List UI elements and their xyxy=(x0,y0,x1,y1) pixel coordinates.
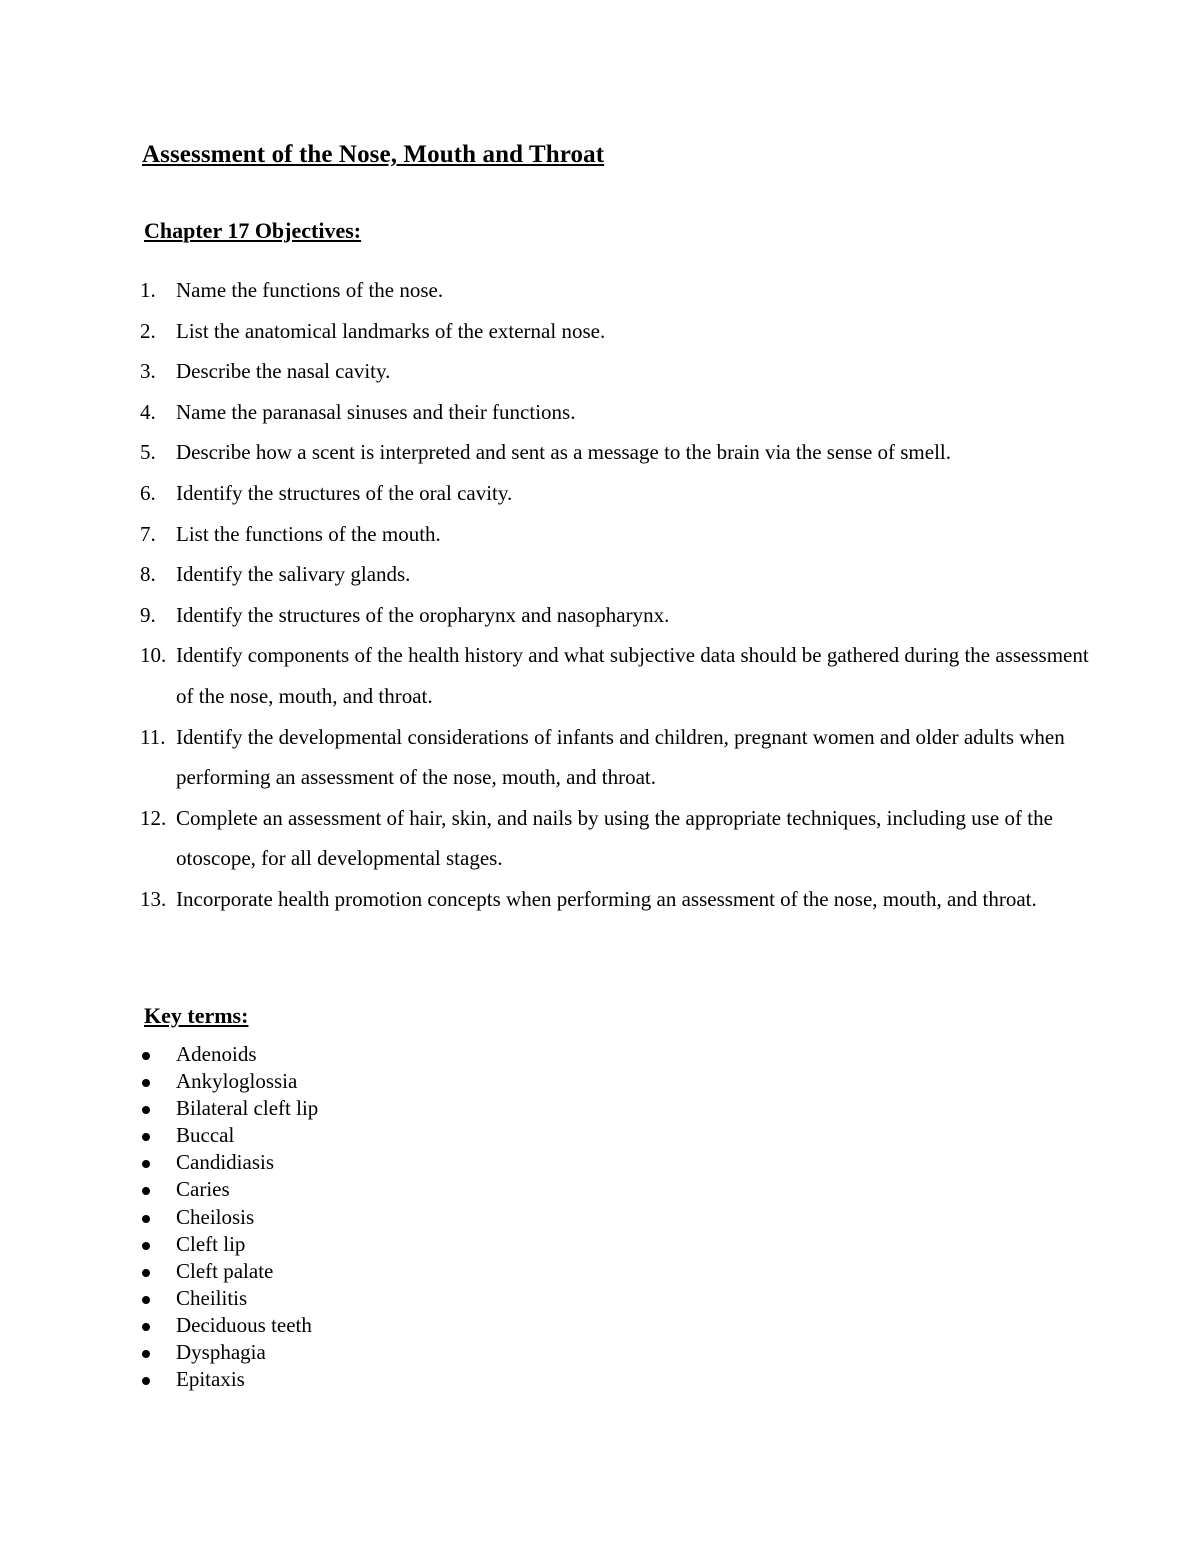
item-text: Describe the nasal cavity. xyxy=(176,359,391,384)
list-item xyxy=(140,798,1100,879)
item-text: Epitaxis xyxy=(176,1367,245,1392)
list-item xyxy=(140,1204,318,1231)
list-item xyxy=(140,1122,318,1149)
list-item xyxy=(140,432,1100,473)
item-text: Identify the structures of the oral cavity. xyxy=(176,480,513,505)
item-number: 10. xyxy=(140,643,167,668)
item-text: Describe how a scent is interpreted and sent as a message to the brain via the sense of smell. xyxy=(176,440,952,465)
item-text: Identify the structures of the oropharynx and nasopharynx. xyxy=(176,602,670,627)
item-text: Buccal xyxy=(176,1123,235,1148)
item-text: Identify components of the health history and what subjective data should be gathered during the assessment of the nose, mouth, and throat. xyxy=(176,643,1089,708)
item-text: Name the functions of the nose. xyxy=(176,278,444,302)
item-text: Adenoids xyxy=(176,1042,257,1066)
item-number: 7. xyxy=(140,521,156,546)
key-terms-list xyxy=(140,1041,318,1393)
list-item xyxy=(140,1231,318,1258)
bullet-icon xyxy=(142,1269,150,1277)
item-text: Incorporate health promotion concepts when performing an assessment of the nose, mouth, and throat. xyxy=(176,886,1037,911)
item-number: 12. xyxy=(140,805,167,830)
item-text: Cheilitis xyxy=(176,1285,248,1310)
item-number: 3. xyxy=(140,359,156,384)
bullet-icon xyxy=(142,1215,150,1223)
item-number: 5. xyxy=(140,440,156,465)
item-text: Cleft lip xyxy=(176,1231,246,1256)
bullet-icon xyxy=(142,1323,150,1331)
list-item xyxy=(140,1339,318,1366)
list-item xyxy=(140,1366,318,1393)
item-text: Identify the salivary glands. xyxy=(176,562,411,587)
list-item xyxy=(140,514,1100,555)
item-text: Candidiasis xyxy=(176,1150,274,1175)
item-number: 8. xyxy=(140,562,156,587)
list-item xyxy=(140,270,1100,311)
item-text: Deciduous teeth xyxy=(176,1312,312,1337)
list-item xyxy=(140,1176,318,1203)
list-item xyxy=(140,879,1100,920)
list-item xyxy=(140,717,1100,798)
list-item xyxy=(140,1258,318,1285)
bullet-icon xyxy=(142,1106,150,1114)
item-number: 9. xyxy=(140,602,156,627)
key-terms-heading: Key terms: xyxy=(144,1003,249,1028)
objectives-heading: Chapter 17 Objectives: xyxy=(144,218,362,243)
item-number: 4. xyxy=(140,399,156,424)
bullet-icon xyxy=(142,1242,150,1250)
item-number: 13. xyxy=(140,886,167,911)
item-text: Dysphagia xyxy=(176,1340,266,1365)
item-number: 11. xyxy=(140,724,166,749)
list-item xyxy=(140,1149,318,1176)
list-item xyxy=(140,473,1100,514)
list-item xyxy=(140,392,1100,433)
bullet-icon xyxy=(142,1160,150,1168)
bullet-icon xyxy=(142,1133,150,1141)
list-item xyxy=(140,635,1100,716)
list-item xyxy=(140,554,1100,595)
objectives-list xyxy=(140,270,1100,920)
item-text: List the functions of the mouth. xyxy=(176,521,441,546)
list-item xyxy=(140,351,1100,392)
item-text: Ankyloglossia xyxy=(176,1069,298,1094)
item-number: 1. xyxy=(140,278,156,302)
bullet-icon xyxy=(142,1377,150,1385)
item-text: Caries xyxy=(176,1177,230,1202)
list-item xyxy=(140,595,1100,636)
item-text: Complete an assessment of hair, skin, and nails by using the appropriate techniques, including use of the otoscope, for all developmental stages. xyxy=(176,805,1053,871)
item-text: Identify the developmental considerations of infants and children, pregnant women and older adults when performing an assessment of the nose, mouth, and throat. xyxy=(176,724,1065,790)
list-item xyxy=(140,311,1100,352)
list-item xyxy=(140,1068,318,1095)
item-text: Bilateral cleft lip xyxy=(176,1096,319,1121)
bullet-icon xyxy=(142,1052,150,1060)
bullet-icon xyxy=(142,1079,150,1087)
bullet-icon xyxy=(142,1350,150,1358)
item-text: Cheilosis xyxy=(176,1204,255,1229)
page-title: Assessment of the Nose, Mouth and Throat xyxy=(142,141,605,168)
item-text: Name the paranasal sinuses and their functions. xyxy=(176,399,576,424)
item-text: List the anatomical landmarks of the external nose. xyxy=(176,318,606,343)
item-number: 2. xyxy=(140,318,156,343)
item-text: Cleft palate xyxy=(176,1258,274,1283)
list-item xyxy=(140,1095,318,1122)
bullet-icon xyxy=(142,1296,150,1304)
list-item xyxy=(140,1285,318,1312)
bullet-icon xyxy=(142,1187,150,1195)
list-item xyxy=(140,1041,318,1068)
list-item xyxy=(140,1312,318,1339)
item-number: 6. xyxy=(140,480,156,505)
